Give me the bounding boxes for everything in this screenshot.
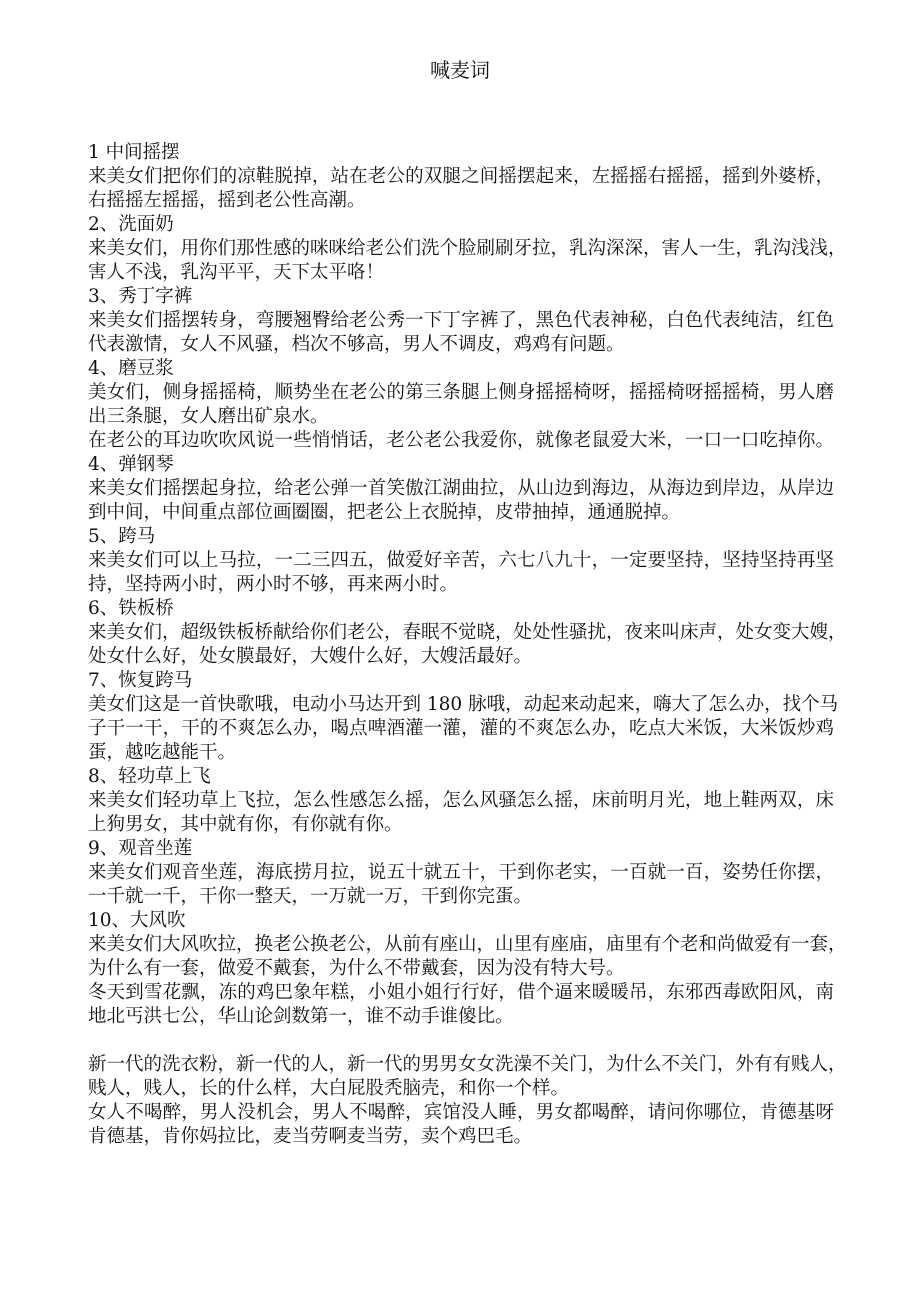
text-line: 上狗男女，其中就有你，有你就有你。 — [88, 814, 403, 835]
text-line: 美女们这是一首快歌哦，电动小马达开到 180 脉哦，动起来动起来，嗨大了怎么办，找个马 — [88, 694, 839, 715]
text-line: 来美女们摇摆起身拉，给老公弹一首笑傲江湖曲拉，从山边到海边，从海边到岸边，从岸边 — [88, 478, 834, 499]
section-heading: 9、观音坐莲 — [88, 838, 193, 859]
text-line: 来美女们可以上马拉，一二三四五，做爱好辛苦，六七八九十，一定要坚持，坚持坚持再坚 — [88, 550, 834, 571]
section-heading: 2、洗面奶 — [88, 214, 174, 235]
section-heading: 4、磨豆浆 — [88, 358, 174, 379]
section-heading: 8、轻功草上飞 — [88, 766, 211, 787]
text-line: 害人不浅，乳沟平平，天下太平咯！ — [88, 262, 385, 283]
text-line: 新一代的洗衣粉，新一代的人，新一代的男男女女洗澡不关门，为什么不关门，外有有贱人， — [88, 1054, 847, 1075]
blank-line — [88, 1029, 834, 1053]
text-line: 蛋，越吃越能干。 — [88, 742, 237, 763]
section-heading: 5、跨马 — [88, 526, 156, 547]
text-line: 来美女们大风吹拉，换老公换老公，从前有座山，山里有座庙，庙里有个老和尚做爱有一套， — [88, 934, 847, 955]
section-heading: 6、铁板桥 — [88, 598, 174, 619]
text-line: 来美女们，用你们那性感的咪咪给老公们洗个脸刷刷牙拉，乳沟深深，害人一生，乳沟浅浅， — [88, 238, 847, 259]
text-line: 肯德基，肯你妈拉比，麦当劳啊麦当劳，卖个鸡巴毛。 — [88, 1126, 533, 1147]
text-line: 来美女们观音坐莲，海底捞月拉，说五十就五十，干到你老实，一百就一百，姿势任你摆， — [88, 862, 834, 883]
text-line: 一千就一千，干你一整天，一万就一万，干到你完蛋。 — [88, 886, 533, 907]
text-line: 贱人，贱人，长的什么样，大白屁股秃脑壳，和你一个样。 — [88, 1078, 570, 1099]
text-line: 为什么有一套，做爱不戴套，为什么不带戴套，因为没有特大号。 — [88, 958, 625, 979]
text-line: 美女们，侧身摇摇椅，顺势坐在老公的第三条腿上侧身摇摇椅呀，摇摇椅呀摇摇椅，男人磨 — [88, 382, 834, 403]
document-title: 喊麦词 — [430, 58, 490, 82]
section-heading: 4、弹钢琴 — [88, 454, 174, 475]
text-line: 冬天到雪花飘，冻的鸡巴象年糕，小姐小姐行行好，借个逼来暖暖吊，东邪西毒欧阳风，南 — [88, 982, 834, 1003]
text-line: 子干一干，干的不爽怎么办，喝点啤酒灌一灌，灌的不爽怎么办，吃点大米饭，大米饭炒鸡 — [88, 718, 834, 739]
text-line: 出三条腿，女人磨出矿泉水。 — [88, 406, 329, 427]
text-line: 地北丐洪七公，华山论剑数第一，谁不动手谁傻比。 — [88, 1006, 514, 1027]
text-line: 在老公的耳边吹吹风说一些悄悄话，老公老公我爱你，就像老鼠爱大米，一口一口吃掉你。 — [88, 430, 834, 451]
section-heading: 3、秀丁字裤 — [88, 286, 193, 307]
text-line: 来美女们轻功草上飞拉，怎么性感怎么摇，怎么风骚怎么摇，床前明月光，地上鞋两双，床 — [88, 790, 834, 811]
section-heading: 7、恢复跨马 — [88, 670, 193, 691]
text-line: 持，坚持两小时，两小时不够，再来两小时。 — [88, 574, 459, 595]
text-line: 代表激情，女人不风骚，档次不够高，男人不调皮，鸡鸡有问题。 — [88, 334, 625, 355]
text-line: 右摇摇左摇摇，摇到老公性高潮。 — [88, 190, 366, 211]
document-body — [88, 141, 847, 1149]
section-heading: 1 中间摇摆 — [88, 142, 180, 163]
text-line: 来美女们把你们的凉鞋脱掉，站在老公的双腿之间摇摆起来，左摇摇右摇摇，摇到外婆桥， — [88, 166, 834, 187]
text-line: 到中间，中间重点部位画圈圈，把老公上衣脱掉，皮带抽掉，通通脱掉。 — [88, 502, 681, 523]
text-line: 女人不喝醉，男人没机会，男人不喝醉，宾馆没人睡，男女都喝醉，请问你哪位，肯德基呀 — [88, 1102, 834, 1123]
text-line: 来美女们，超级铁板桥献给你们老公，春眠不觉晓，处处性骚扰，夜来叫床声，处女变大嫂， — [88, 622, 847, 643]
text-line: 处女什么好，处女膜最好，大嫂什么好，大嫂活最好。 — [88, 646, 533, 667]
text-line: 来美女们摇摆转身，弯腰翘臀给老公秀一下丁字裤了，黑色代表神秘，白色代表纯洁，红色 — [88, 310, 834, 331]
section-heading: 10、大风吹 — [88, 910, 186, 931]
